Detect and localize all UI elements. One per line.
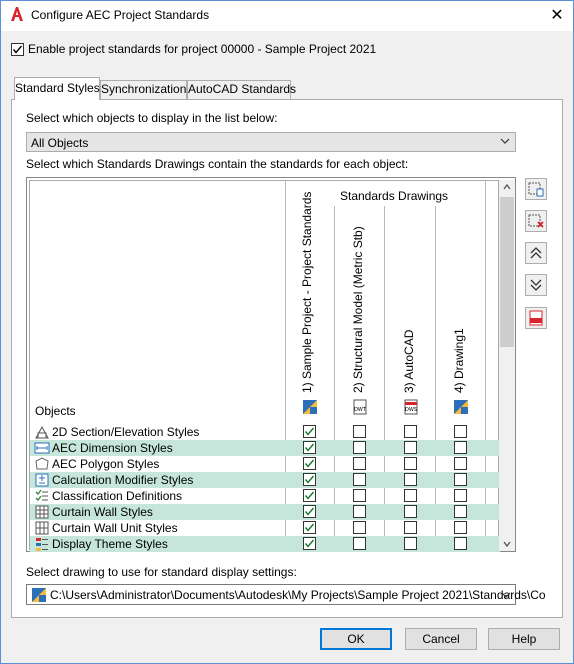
tab-autocad-standards[interactable] [187,80,297,99]
table-row[interactable] [30,536,500,552]
standard-checkbox[interactable] [353,441,366,454]
tab-synchronization[interactable] [100,80,187,99]
close-icon: ✕ [550,7,564,24]
polygon-icon [34,456,50,472]
section-elevation-icon [34,424,50,440]
table-row[interactable] [30,520,500,536]
tab-standard-styles[interactable] [14,77,100,100]
standard-checkbox[interactable] [404,537,417,550]
ok-button[interactable]: OK [320,628,392,650]
window-title: Configure AEC Project Standards [31,8,210,22]
svg-text:DWT: DWT [354,407,366,413]
standard-checkbox[interactable] [353,537,366,550]
xrefs-button[interactable] [525,307,547,329]
double-chevron-up-icon [528,245,544,261]
table-row[interactable] [30,456,500,472]
objects-filter-value: All Objects [31,136,89,150]
table-row[interactable] [30,504,500,520]
double-chevron-down-icon [528,277,544,293]
standard-checkbox[interactable] [353,489,366,502]
standard-checkbox[interactable] [303,425,316,438]
tab-label: Standard Styles [15,81,100,95]
objects-header: Objects [35,404,76,418]
table-row[interactable] [30,424,500,440]
objects-filter-dropdown[interactable] [26,132,516,152]
standard-checkbox[interactable] [303,505,316,518]
vertical-scrollbar[interactable] [499,180,515,551]
add-drawing-icon [528,181,544,197]
standard-checkbox[interactable] [303,489,316,502]
column-header: 3) AutoCAD [402,329,416,393]
table-row[interactable] [30,488,500,504]
title-bar [0,0,574,31]
curtain-wall-unit-icon [34,520,50,536]
row-label: Curtain Wall Unit Styles [52,521,178,535]
checkmark-icon [304,538,315,549]
standards-grid-content [29,180,499,550]
add-drawing-button[interactable] [525,178,547,200]
dwg-project-icon [31,587,47,603]
enable-project-standards-label: Enable project standards for project 00000 - Sample Project 2021 [28,42,377,56]
checkmark-icon [304,506,315,517]
display-settings-label: Select drawing to use for standard display settings: [26,565,297,579]
row-label: Classification Definitions [52,489,183,503]
row-label: Display Theme Styles [52,537,168,551]
standards-grid [26,177,516,552]
remove-drawing-button[interactable] [525,210,547,232]
standards-drawings-header: Standards Drawings [340,189,449,203]
table-row[interactable] [30,440,500,456]
standard-checkbox[interactable] [353,521,366,534]
standard-checkbox[interactable] [303,521,316,534]
standard-checkbox[interactable] [454,457,467,470]
standard-checkbox[interactable] [353,425,366,438]
dwg-project-icon [302,399,318,415]
checkmark-icon [304,474,315,485]
row-label: 2D Section/Elevation Styles [52,425,200,439]
calculation-icon [34,472,50,488]
checkmark-icon [304,522,315,533]
scroll-down-icon[interactable] [503,540,511,548]
checkmark-icon [304,442,315,453]
standard-checkbox[interactable] [353,473,366,486]
standard-checkbox[interactable] [404,457,417,470]
standard-checkbox[interactable] [353,457,366,470]
row-label: AEC Dimension Styles [52,441,173,455]
column-header: 4) Drawing1 [452,328,466,393]
close-button[interactable] [540,0,574,31]
standard-checkbox[interactable] [454,537,467,550]
aec-dimension-icon [34,440,50,456]
move-down-button[interactable] [525,274,547,296]
dwt-icon [352,399,368,415]
objects-filter-label: Select which objects to display in the list below: [26,111,278,125]
pdf-icon [528,310,544,326]
checkmark-icon [304,458,315,469]
cancel-button[interactable]: Cancel [405,628,477,650]
standard-checkbox[interactable] [303,441,316,454]
table-row[interactable] [30,472,500,488]
autocad-a-icon [9,6,25,22]
scrollbar-thumb[interactable] [500,197,514,347]
tab-label: Synchronization [101,82,187,96]
move-up-button[interactable] [525,242,547,264]
checkmark-icon [12,44,23,55]
standard-checkbox[interactable] [404,473,417,486]
display-settings-dropdown[interactable] [26,584,546,605]
tab-label: AutoCAD Standards [188,82,297,96]
column-header: 1) Sample Project - Project Standards [300,191,314,393]
standard-checkbox[interactable] [404,441,417,454]
standard-checkbox[interactable] [353,505,366,518]
standard-checkbox[interactable] [454,425,467,438]
standard-checkbox[interactable] [303,457,316,470]
svg-text:DWS: DWS [405,407,417,413]
standards-drawings-prompt: Select which Standards Drawings contain the standards for each object: [26,157,409,171]
scroll-up-icon[interactable] [503,183,511,191]
standard-checkbox[interactable] [404,521,417,534]
enable-project-standards[interactable] [11,42,377,58]
standard-checkbox[interactable] [454,521,467,534]
row-label: Curtain Wall Styles [52,505,153,519]
standard-checkbox[interactable] [454,489,467,502]
chevron-down-icon [500,136,510,146]
checkmark-icon [304,426,315,437]
standard-checkbox[interactable] [303,537,316,550]
classification-icon [34,488,50,504]
display-settings-value: C:\Users\Administrator\Documents\Autodesk\My Projects\Sample Project 2021\Standards\Co [50,588,546,602]
curtain-wall-icon [34,504,50,520]
standard-checkbox[interactable] [454,473,467,486]
standard-checkbox[interactable] [404,425,417,438]
standard-checkbox[interactable] [454,505,467,518]
standard-checkbox[interactable] [303,473,316,486]
standard-checkbox[interactable] [404,505,417,518]
help-button[interactable]: Help [488,628,560,650]
chevron-down-icon [501,590,511,600]
remove-drawing-icon [528,213,544,229]
standard-checkbox[interactable] [404,489,417,502]
dws-icon [403,399,419,415]
dwg-project-icon [453,399,469,415]
row-label: Calculation Modifier Styles [52,473,194,487]
standard-checkbox[interactable] [454,441,467,454]
display-theme-icon [34,536,50,552]
row-label: AEC Polygon Styles [52,457,160,471]
checkmark-icon [304,490,315,501]
column-header: 2) Structural Model (Metric Stb) [351,226,365,393]
enable-project-standards-checkbox[interactable] [11,43,24,56]
